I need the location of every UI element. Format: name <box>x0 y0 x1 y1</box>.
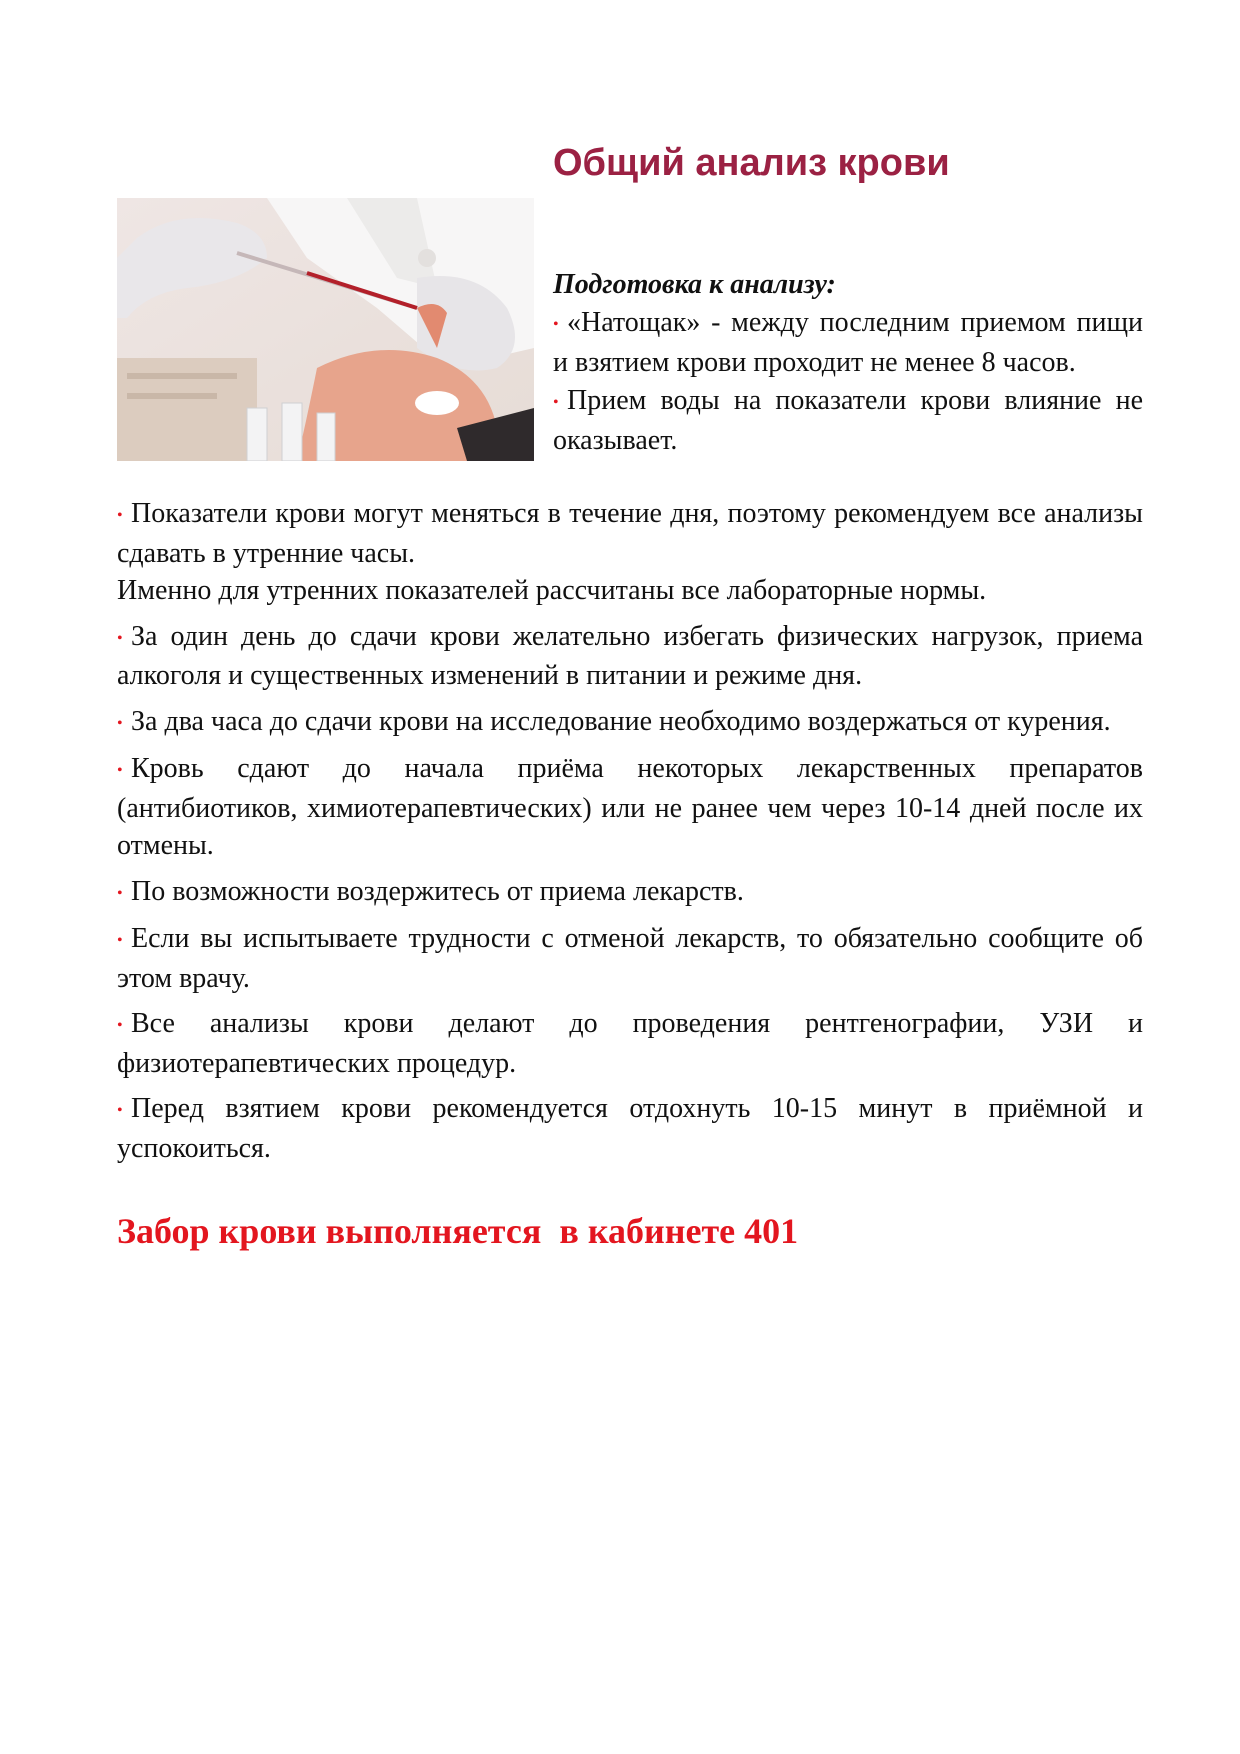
note-text: Именно для утренних показателей рассчитаны все лабораторные нормы. <box>117 575 987 606</box>
list-item: • Все анализы крови делают до проведения рентгенографии, УЗИ и физиотерапевтических процедур. <box>117 1008 1143 1079</box>
bullet-icon: • <box>117 629 123 647</box>
bullet-icon: • <box>117 1017 123 1034</box>
preparation-section <box>553 266 1143 460</box>
list-item: • За два часа до сдачи крови на исследование необходимо воздержаться от курения. <box>117 703 1143 743</box>
bullet-icon: • <box>117 762 123 779</box>
blood-test-illustration <box>117 198 534 461</box>
bullet-icon: • <box>117 932 123 949</box>
recommendations-list <box>117 495 1143 1167</box>
preparation-subtitle: Подготовка к анализу: <box>553 269 836 300</box>
list-item: • За один день до сдачи крови желательно избегать физических нагрузок, приема алкоголя и существенных изменений в питании и режиме дня. <box>117 620 1143 691</box>
bullet-icon: • <box>117 884 123 902</box>
list-item: • Кровь сдают до начала приёма некоторых лекарственных препаратов (антибиотиков, химиотерапевтических) или не ранее чем через 10-14 дней после их отмены. <box>117 753 1143 861</box>
list-item: • По возможности воздержитесь от приема лекарств. <box>117 873 1143 913</box>
bullet-icon: • <box>117 714 123 732</box>
page-title: Общий анализ крови <box>553 142 950 184</box>
blood-test-photo <box>117 198 534 461</box>
list-item: • «Натощак» - между последним приемом пищи и взятием крови проходит не менее 8 часов. <box>553 307 1143 378</box>
list-item: • Показатели крови могут меняться в течение дня, поэтому рекомендуем все анализы сдавать в утренние часы. <box>117 498 1143 569</box>
footer-notice: Забор крови выполняется в кабинете 401 <box>117 1211 799 1251</box>
list-item: • Если вы испытываете трудности с отменой лекарств, то обязательно сообщите об этом врачу. <box>117 923 1143 994</box>
list-item: • Прием воды на показатели крови влияние не оказывает. <box>553 385 1143 456</box>
bullet-icon: • <box>117 507 123 524</box>
bullet-icon: • <box>553 316 559 333</box>
list-item: • Перед взятием крови рекомендуется отдохнуть 10-15 минут в приёмной и успокоиться. <box>117 1093 1143 1164</box>
bullet-icon: • <box>553 394 559 411</box>
bullet-icon: • <box>117 1102 123 1119</box>
